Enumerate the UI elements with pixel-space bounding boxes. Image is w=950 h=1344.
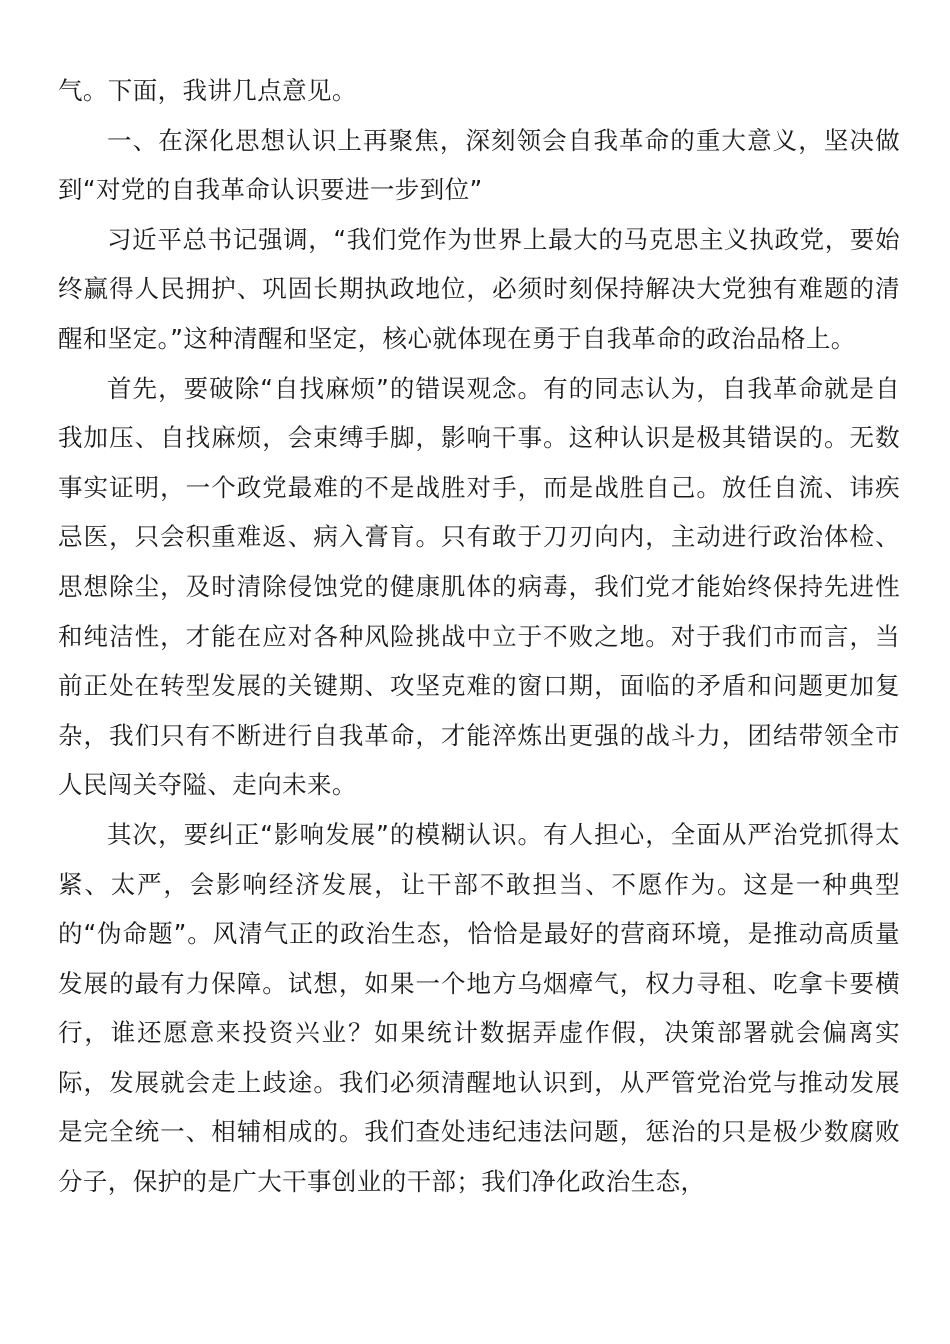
document-body: [58, 66, 900, 1207]
paragraph-first-point: 首先，要破除“自找麻烦”的错误观念。有的同志认为，自我革命就是自我加压、自找麻烦，会束缚手脚，影响干事。这种认识是极其错误的。无数事实证明，一个政党最难的不是战胜对手，而是战胜自己。放任自流、讳疾忌医，只会积重难返、病入膏肓。只有敢于刀刃向内，主动进行政治体检、思想除尘，及时清除侵蚀党的健康肌体的病毒，我们党才能始终保持先进性和纯洁性，才能在应对各种风险挑战中立于不败之地。对于我们市而言，当前正处在转型发展的关键期、攻坚克难的窗口期，面临的矛盾和问题更加复杂，我们只有不断进行自我革命，才能淬炼出更强的战斗力，团结带领全市人民闯关夺隘、走向未来。: [58, 373, 900, 800]
section-heading-1: 一、在深化思想认识上再聚焦，深刻领会自我革命的重大意义，坚决做到“对党的自我革命认识要进一步到位”: [58, 125, 900, 205]
paragraph-opening-remark: 气。下面，我讲几点意见。: [58, 76, 357, 105]
paragraph-quote: 习近平总书记强调，“我们党作为世界上最大的马克思主义执政党，要始终赢得人民拥护、巩固长期执政地位，必须时刻保持解决大党独有难题的清醒和坚定。”这种清醒和坚定，核心就体现在勇于自我革命的政治品格上。: [58, 224, 900, 353]
paragraph-second-point: 其次，要纠正“影响发展”的模糊认识。有人担心，全面从严治党抓得太紧、太严，会影响经济发展，让干部不敢担当、不愿作为。这是一种典型的“伪命题”。风清气正的政治生态，恰恰是最好的营商环境，是推动高质量发展的最有力保障。试想，如果一个地方乌烟瘴气，权力寻租、吃拿卡要横行，谁还愿意来投资兴业？如果统计数据弄虚作假，决策部署就会偏离实际，发展就会走上歧途。我们必须清醒地认识到，从严管党治党与推动发展是完全统一、相辅相成的。我们查处违纪违法问题，惩治的只是极少数腐败分子，保护的是广大干事创业的干部；我们净化政治生态，: [58, 819, 900, 1197]
